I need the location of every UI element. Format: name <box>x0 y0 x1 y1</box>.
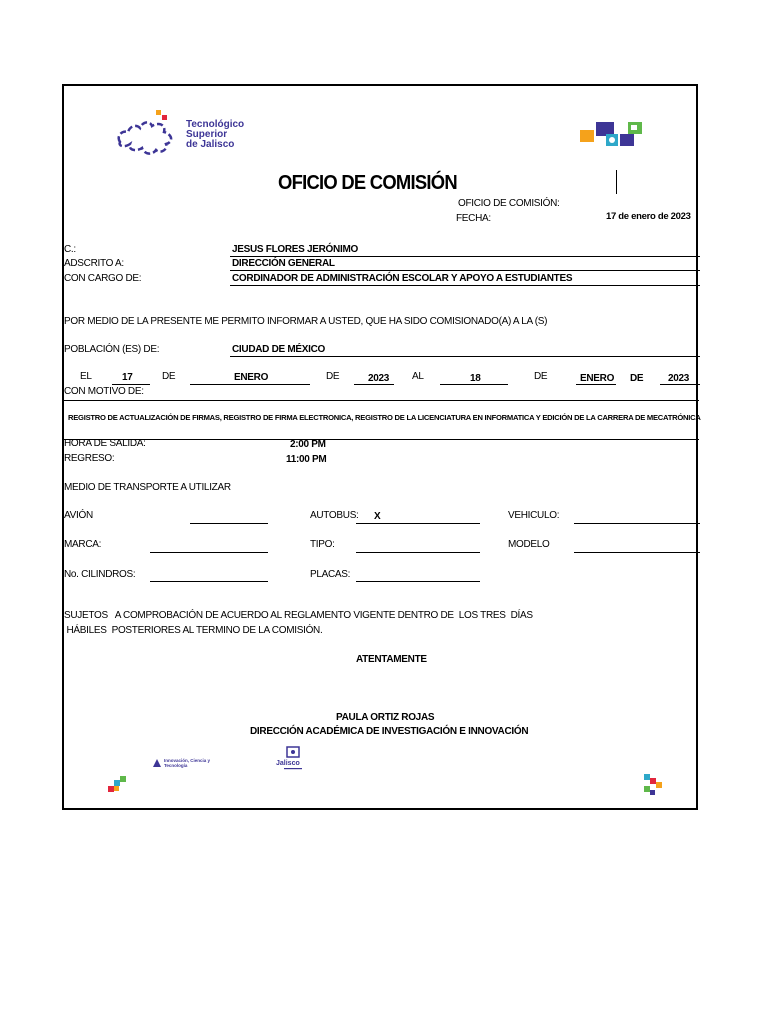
sujetos-line-2: HÁBILES POSTERIORES AL TERMINO DE LA COMISIÓN. <box>64 625 323 636</box>
adscrito-value: DIRECCIÓN GENERAL <box>232 258 335 269</box>
de-label: DE <box>326 371 340 382</box>
cargo-label: CON CARGO DE: <box>64 273 142 284</box>
underline <box>356 581 480 582</box>
jalisco-seal-icon <box>276 746 310 772</box>
underline <box>440 384 508 385</box>
al-label: AL <box>412 371 424 382</box>
month-from: ENERO <box>234 372 269 383</box>
underline <box>574 552 700 553</box>
logo-innovacion-text: Innovación, Ciencia y Tecnología <box>164 758 211 768</box>
sujetos-line-1: SUJETOS A COMPROBACIÓN DE ACUERDO AL REGLAMENTO VIGENTE DENTRO DE LOS TRES DÍAS <box>64 610 533 621</box>
motivo-label: CON MOTIVO DE: <box>64 386 144 397</box>
underline <box>150 552 268 553</box>
month-to: ENERO <box>580 373 615 384</box>
underline <box>576 384 616 385</box>
underline <box>230 270 700 271</box>
jalisco-map-logo-icon <box>112 106 192 158</box>
avion-label: AVIÓN <box>64 510 93 521</box>
logo-jalisco-text: Jalisco <box>276 760 300 767</box>
fecha-value: 17 de enero de 2023 <box>606 211 691 222</box>
c-label: C.: <box>64 244 76 255</box>
fecha-label: FECHA: <box>456 213 491 224</box>
squares-logo-icon <box>578 120 650 150</box>
logo-text <box>186 120 244 150</box>
innovacion-logo-icon <box>152 758 162 768</box>
underline <box>356 552 480 553</box>
autobus-value: X <box>374 511 381 522</box>
day-to: 18 <box>470 373 481 384</box>
signer-dept: DIRECCIÓN ACADÉMICA DE INVESTIGACIÓN E INNOVACIÓN <box>250 726 529 737</box>
underline <box>660 384 700 385</box>
underline <box>356 523 480 524</box>
salida-label: HORA DE SALIDA: <box>64 438 146 449</box>
signer-name: PAULA ORTIZ ROJAS <box>336 712 435 723</box>
pixel-decoration-icon <box>642 772 666 796</box>
logo-line: Superior <box>186 129 228 140</box>
underline <box>230 256 700 257</box>
vehiculo-label: VEHICULO: <box>508 510 560 521</box>
regreso-label: REGRESO: <box>64 453 115 464</box>
pixel-decoration-icon <box>106 776 130 794</box>
poblacion-value: CIUDAD DE MÉXICO <box>232 344 325 355</box>
modelo-label: MODELO <box>508 539 550 550</box>
underline <box>354 384 394 385</box>
de-label: DE <box>162 371 176 382</box>
adscrito-label: ADSCRITO A: <box>64 258 124 269</box>
day-from: 17 <box>122 372 133 383</box>
tipo-label: TIPO: <box>310 539 335 550</box>
poblacion-label: POBLACIÓN (ES) DE: <box>64 344 160 355</box>
cargo-value: CORDINADOR DE ADMINISTRACIÓN ESCOLAR Y APOYO A ESTUDIANTES <box>232 273 573 284</box>
salida-value: 2:00 PM <box>290 439 326 450</box>
placas-label: PLACAS: <box>310 569 351 580</box>
underline <box>190 384 310 385</box>
oficio-label: OFICIO DE COMISIÓN: <box>458 198 560 209</box>
autobus-label: AUTOBUS: <box>310 510 359 521</box>
marca-label: MARCA: <box>64 539 102 550</box>
de-label: DE <box>630 373 644 384</box>
underline <box>574 523 700 524</box>
transporte-heading: MEDIO DE TRANSPORTE A UTILIZAR <box>64 482 231 493</box>
underline <box>150 581 268 582</box>
year-from: 2023 <box>368 373 390 384</box>
underline <box>230 285 700 286</box>
year-to: 2023 <box>668 373 690 384</box>
intro-text: POR MEDIO DE LA PRESENTE ME PERMITO INFORMAR A USTED, QUE HA SIDO COMISIONADO(A) A LA (S) <box>64 316 548 327</box>
underline <box>112 384 150 385</box>
logo-line: Tecnológico <box>186 119 245 130</box>
document-title: OFICIO DE COMISIÓN <box>278 172 457 194</box>
underline <box>190 523 268 524</box>
regreso-value: 11:00 PM <box>286 454 327 465</box>
c-value: JESUS FLORES JERÓNIMO <box>232 244 358 255</box>
logo-line: de Jalisco <box>186 139 235 150</box>
cursor-bar <box>616 170 617 194</box>
el-label: EL <box>80 371 92 382</box>
de-label: DE <box>534 371 548 382</box>
motivo-value: REGISTRO DE ACTUALIZACIÓN DE FIRMAS, REGISTRO DE FIRMA ELECTRONICA, REGISTRO DE LA LICENCIATURA EN INFORMATICA Y EDICIÓN DE LA CARRERA DE MECATRÓNICA <box>68 413 701 422</box>
atentamente: ATENTAMENTE <box>356 654 427 665</box>
underline <box>230 356 700 357</box>
cilindros-label: No. CILINDROS: <box>64 569 136 580</box>
document-page <box>62 84 701 810</box>
